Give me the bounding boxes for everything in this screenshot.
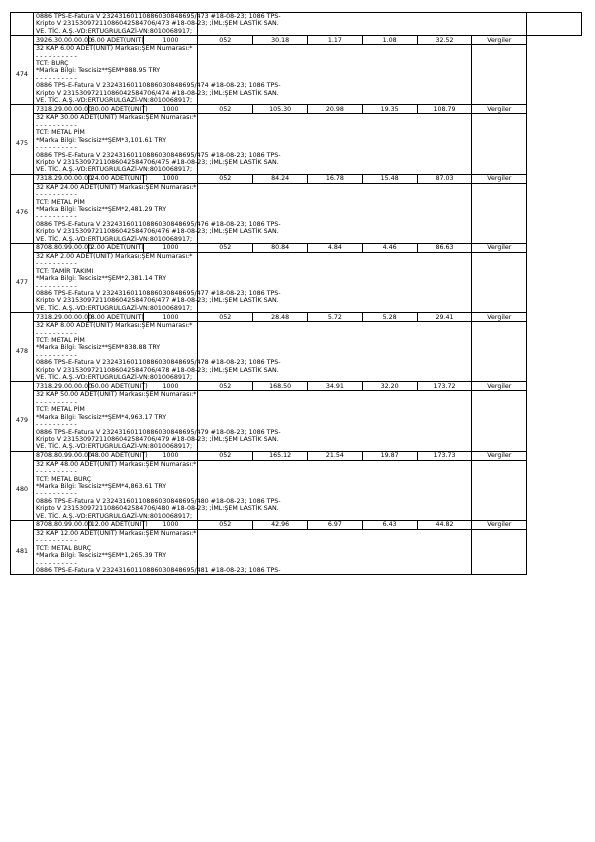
value-cell: 105.30 (253, 105, 308, 114)
item-number: 481 (11, 529, 34, 574)
blank-cell (472, 391, 527, 451)
continued-description-row (11, 13, 582, 36)
description-line: Kripto V 23153097211086042584706/476 #18-08-23; ;İML:ŞEM LASTİK SAN. (36, 228, 279, 236)
description-line: - - - - - - - - - - (36, 559, 77, 567)
item-number: 478 (11, 322, 34, 382)
blank-cell (472, 460, 527, 520)
description-line: *Marka Bilgi: Tescisiz**ŞEM*1,265.39 TRY (36, 552, 167, 560)
item-description-row (11, 252, 582, 312)
description-line: TCT: METAL BURÇ (36, 475, 92, 483)
country-code-cell: 052 (198, 105, 253, 114)
item-description-row (11, 183, 582, 243)
item-number: 479 (11, 391, 34, 451)
description-line: *Marka Bilgi: Tescisiz**ŞEM*4,963.17 TRY (36, 413, 167, 421)
tax-amount-2-cell: 4.46 (362, 243, 417, 252)
description-line: *Marka Bilgi: Tescisiz**ŞEM*2,481.29 TRY (36, 205, 167, 213)
item-number: 477 (11, 252, 34, 312)
tax-amount-1-cell: 16.78 (307, 174, 362, 183)
tariff-code-cell: 3926.30.00.00.00 (34, 36, 89, 45)
code-1000-cell: 1000 (143, 105, 198, 114)
description-line: Kripto V 23153097211086042584706/480 #18-08-23; ;İML:ŞEM LASTİK SAN. (36, 505, 279, 513)
description-line: Kripto V 23153097211086042584706/477 #18-08-23; ;İML:ŞEM LASTİK SAN. (36, 297, 279, 305)
description-line: Kripto V 23153097211086042584706/479 #18-08-23; ;İML:ŞEM LASTİK SAN. (36, 435, 279, 443)
quantity-cell: 50.00 ADET(UNIT) (88, 382, 143, 391)
item-header-row (11, 313, 582, 322)
description-line: 0886 TPS-E-Fatura V 23243160110886030848695/475 #18-08-23; 1086 TPS- (36, 151, 281, 159)
code-1000-cell: 1000 (143, 451, 198, 460)
code-1000-cell: 1000 (143, 382, 198, 391)
taxes-label-cell: Vergiler (472, 313, 527, 322)
item-description-cell (34, 322, 281, 382)
blank-cell (472, 183, 527, 243)
tariff-code-cell: 8708.80.99.00.00 (34, 520, 89, 529)
description-line: 0886 TPS-E-Fatura V 232431601108860308486​95/473 #18-08-23; 1086 TPS- (36, 13, 281, 20)
description-line: Kripto V 23153097211086042584706/474 #18-08-23; ;İML:ŞEM LASTİK SAN. (36, 89, 279, 97)
blank-cell (472, 114, 527, 174)
description-line: - - - - - - - - - - (36, 213, 77, 221)
description-line: - - - - - - - - - - (36, 52, 77, 60)
tariff-code-cell: 7318.29.00.00.00 (34, 382, 89, 391)
description-line: VE. TİC. A.Ş.-VD:ERTUGRULGAZİ-VN:8010068917; (36, 304, 193, 312)
item-number-spacer (11, 174, 34, 183)
tariff-code-cell: 7318.29.00.00.00 (34, 105, 89, 114)
tax-amount-2-cell: 5.28 (362, 313, 417, 322)
item-header-row (11, 520, 582, 529)
value-cell: 168.50 (253, 382, 308, 391)
item-number: 474 (11, 45, 34, 105)
item-description-row (11, 529, 582, 574)
item-header-row (11, 174, 582, 183)
total-amount-cell: 108.79 (417, 105, 472, 114)
code-1000-cell: 1000 (143, 520, 198, 529)
description-line: - - - - - - - - - - (36, 260, 77, 268)
description-line: TCT: BURÇ (36, 60, 69, 68)
tax-amount-1-cell: 4.84 (307, 243, 362, 252)
quantity-cell: 48.00 ADET(UNIT) (88, 451, 143, 460)
description-line: *Marka Bilgi: Tescisiz**ŞEM*3,101.61 TRY (36, 136, 167, 144)
country-code-cell: 052 (198, 36, 253, 45)
blank-cell (472, 322, 527, 382)
item-description-cell (34, 183, 281, 243)
item-header-row (11, 451, 582, 460)
description-line: VE. TİC. A.Ş.-VD:ERTUGRULGAZİ-VN:8010068917; (36, 443, 193, 451)
code-1000-cell: 1000 (143, 313, 198, 322)
item-number-spacer (11, 105, 34, 114)
tax-amount-1-cell: 5.72 (307, 313, 362, 322)
description-line: *Marka Bilgi: Tescisiz**ŞEM*888.95 TRY (36, 67, 161, 75)
item-number-spacer (11, 243, 34, 252)
tariff-code-cell: 8708.80.99.00.00 (34, 243, 89, 252)
description-line: Kripto V 23153097211086042584706/478 #18-08-23; ;İML:ŞEM LASTİK SAN. (36, 366, 279, 374)
country-code-cell: 052 (198, 174, 253, 183)
description-line: VE. TİC. A.Ş.-VD:ERTUGRULGAZİ-VN:8010068917; (36, 512, 193, 520)
description-line: VE. TİC. A.Ş.-VD:ERTUGRULGAZİ-VN:8010068917; (36, 97, 193, 105)
description-line: 32 KAP 30.00 ADET(UNIT) Markası:ŞEM Numarası:* (36, 114, 197, 122)
description-line: 32 KAP 2.00 ADET(UNIT) Markası:ŞEM Numarası:* (36, 252, 193, 260)
tax-amount-1-cell: 34.91 (307, 382, 362, 391)
value-cell: 84.24 (253, 174, 308, 183)
description-line: 0886 TPS-E-Fatura V 23243160110886030848695/476 #18-08-23; 1086 TPS- (36, 220, 281, 228)
item-header-row (11, 105, 582, 114)
tax-amount-1-cell: 21.54 (307, 451, 362, 460)
description-line: - - - - - - - - - - (36, 468, 77, 476)
description-line: TCT: METAL PİM (36, 198, 85, 206)
description-line: *Marka Bilgi: Tescisiz**ŞEM*2,381.14 TRY (36, 275, 167, 283)
item-description-cell (34, 391, 281, 451)
item-description-row (11, 114, 582, 174)
description-line: 32 KAP 24.00 ADET(UNIT) Markası:ŞEM Numarası:* (36, 183, 197, 191)
continued-item-number-cell (11, 13, 34, 36)
quantity-cell: 8.00 ADET(UNIT) (88, 313, 143, 322)
item-number-spacer (11, 313, 34, 322)
quantity-cell: 2.00 ADET(UNIT) (88, 243, 143, 252)
description-line: - - - - - - - - - - (36, 121, 77, 129)
country-code-cell: 052 (198, 243, 253, 252)
goods-items-body (11, 13, 582, 575)
item-description-cell (34, 529, 281, 574)
taxes-label-cell: Vergiler (472, 520, 527, 529)
description-line: VE. TİC. A.Ş.-VD:ERTUGRULGAZİ-VN:8010068917; (36, 27, 193, 35)
item-number-spacer (11, 382, 34, 391)
item-header-row (11, 36, 582, 45)
item-description-row (11, 391, 582, 451)
item-description-cell (34, 460, 281, 520)
description-line: - - - - - - - - - - (36, 191, 77, 199)
taxes-label-cell: Vergiler (472, 36, 527, 45)
description-line: 0886 TPS-E-Fatura V 23243160110886030848695/479 #18-08-23; 1086 TPS- (36, 428, 281, 436)
tax-amount-2-cell: 19.87 (362, 451, 417, 460)
item-description-row (11, 460, 582, 520)
description-line: TCT: METAL PİM (36, 406, 85, 414)
description-line: 32 KAP 50.00 ADET(UNIT) Markası:ŞEM Numarası:* (36, 391, 197, 399)
description-line: - - - - - - - - - - (36, 74, 77, 82)
goods-items-table (10, 12, 582, 575)
country-code-cell: 052 (198, 313, 253, 322)
description-line: - - - - - - - - - - (36, 329, 77, 337)
tariff-code-cell: 7318.29.00.00.00 (34, 313, 89, 322)
tax-amount-1-cell: 20.98 (307, 105, 362, 114)
description-line: 0886 TPS-E-Fatura V 23243160110886030848695/478 #18-08-23; 1086 TPS- (36, 359, 281, 367)
item-number-spacer (11, 520, 34, 529)
quantity-cell: 12.00 ADET(UNIT) (88, 520, 143, 529)
description-line: TCT: METAL BURÇ (36, 544, 92, 552)
code-1000-cell: 1000 (143, 36, 198, 45)
description-line: - - - - - - - - - - (36, 282, 77, 290)
tax-amount-2-cell: 15.48 (362, 174, 417, 183)
item-number-spacer (11, 451, 34, 460)
quantity-cell: 30.00 ADET(UNIT) (88, 105, 143, 114)
description-line: TCT: METAL PİM (36, 337, 85, 345)
total-amount-cell: 32.52 (417, 36, 472, 45)
item-header-row (11, 382, 582, 391)
total-amount-cell: 29.41 (417, 313, 472, 322)
description-line: 0886 TPS-E-Fatura V 23243160110886030848695/474 #18-08-23; 1086 TPS- (36, 82, 281, 90)
country-code-cell: 052 (198, 451, 253, 460)
total-amount-cell: 87.03 (417, 174, 472, 183)
quantity-cell: 24.00 ADET(UNIT) (88, 174, 143, 183)
item-description-cell (34, 114, 281, 174)
description-line: VE. TİC. A.Ş.-VD:ERTUGRULGAZİ-VN:8010068917; (36, 235, 193, 243)
description-line: - - - - - - - - - - (36, 490, 77, 498)
total-amount-cell: 173.72 (417, 382, 472, 391)
description-line: 32 KAP 6.00 ADET(UNIT) Markası:ŞEM Numarası:* (36, 45, 193, 53)
description-line: 0886 TPS-E-Fatura V 23243160110886030848695/481 #18-08-23; 1086 TPS- (36, 567, 281, 574)
taxes-label-cell: Vergiler (472, 243, 527, 252)
item-number: 480 (11, 460, 34, 520)
description-line: Kripto V 23153097211086042584706/475 #18-08-23; ;İML:ŞEM LASTİK SAN. (36, 158, 279, 166)
tax-amount-1-cell: 1.17 (307, 36, 362, 45)
item-number-spacer (11, 36, 34, 45)
description-line: - - - - - - - - - - (36, 537, 77, 545)
description-line: TCT: TAMİR TAKIMI (36, 267, 94, 275)
item-description-cell (34, 252, 281, 312)
item-number: 476 (11, 183, 34, 243)
value-cell: 42.96 (253, 520, 308, 529)
description-line: *Marka Bilgi: Tescisiz**ŞEM*838.88 TRY (36, 344, 161, 352)
tariff-code-cell: 8708.80.99.00.00 (34, 451, 89, 460)
description-line: - - - - - - - - - - (36, 144, 77, 152)
description-line: TCT: METAL PİM (36, 129, 85, 137)
description-line: Kripto V 23153097211086042584706/473 #18-08-23; ;İML:ŞEM LASTİK SAN. (36, 20, 279, 28)
taxes-label-cell: Vergiler (472, 451, 527, 460)
blank-cell (472, 529, 527, 574)
value-cell: 165.12 (253, 451, 308, 460)
item-header-row (11, 243, 582, 252)
description-line: 32 KAP 48.00 ADET(UNIT) Markası:ŞEM Numarası:* (36, 460, 197, 468)
description-line: 32 KAP 12.00 ADET(UNIT) Markası:ŞEM Numarası:* (36, 529, 197, 537)
tax-amount-2-cell: 1.08 (362, 36, 417, 45)
description-line: 0886 TPS-E-Fatura V 23243160110886030848695/477 #18-08-23; 1086 TPS- (36, 290, 281, 297)
tax-amount-2-cell: 32.20 (362, 382, 417, 391)
tax-amount-1-cell: 6.97 (307, 520, 362, 529)
item-description-cell (34, 45, 281, 105)
description-line: VE. TİC. A.Ş.-VD:ERTUGRULGAZİ-VN:8010068917; (36, 166, 193, 174)
total-amount-cell: 86.63 (417, 243, 472, 252)
country-code-cell: 052 (198, 382, 253, 391)
blank-cell (472, 252, 527, 312)
value-cell: 80.84 (253, 243, 308, 252)
taxes-label-cell: Vergiler (472, 174, 527, 183)
continued-blank-tax-cell (527, 13, 582, 36)
tariff-code-cell: 7318.29.00.00.00 (34, 174, 89, 183)
description-line: - - - - - - - - - - (36, 398, 77, 406)
description-line: 0886 TPS-E-Fatura V 23243160110886030848695/480 #18-08-23; 1086 TPS- (36, 497, 281, 505)
taxes-label-cell: Vergiler (472, 382, 527, 391)
quantity-cell: 6.00 ADET(UNIT) (88, 36, 143, 45)
country-code-cell: 052 (198, 520, 253, 529)
value-cell: 30.18 (253, 36, 308, 45)
description-line: - - - - - - - - - - (36, 421, 77, 429)
description-line: VE. TİC. A.Ş.-VD:ERTUGRULGAZİ-VN:8010068917; (36, 374, 193, 382)
description-line: *Marka Bilgi: Tescisiz**ŞEM*4,863.61 TRY (36, 482, 167, 490)
item-description-row (11, 322, 582, 382)
item-number: 475 (11, 114, 34, 174)
tax-amount-2-cell: 19.35 (362, 105, 417, 114)
code-1000-cell: 1000 (143, 243, 198, 252)
description-line: 32 KAP 8.00 ADET(UNIT) Markası:ŞEM Numarası:* (36, 322, 193, 330)
continued-description-cell (34, 13, 281, 36)
taxes-label-cell: Vergiler (472, 105, 527, 114)
blank-cell (472, 45, 527, 105)
description-line: - - - - - - - - - - (36, 351, 77, 359)
value-cell: 28.48 (253, 313, 308, 322)
code-1000-cell: 1000 (143, 174, 198, 183)
tax-amount-2-cell: 6.43 (362, 520, 417, 529)
total-amount-cell: 44.82 (417, 520, 472, 529)
total-amount-cell: 173.73 (417, 451, 472, 460)
item-description-row (11, 45, 582, 105)
